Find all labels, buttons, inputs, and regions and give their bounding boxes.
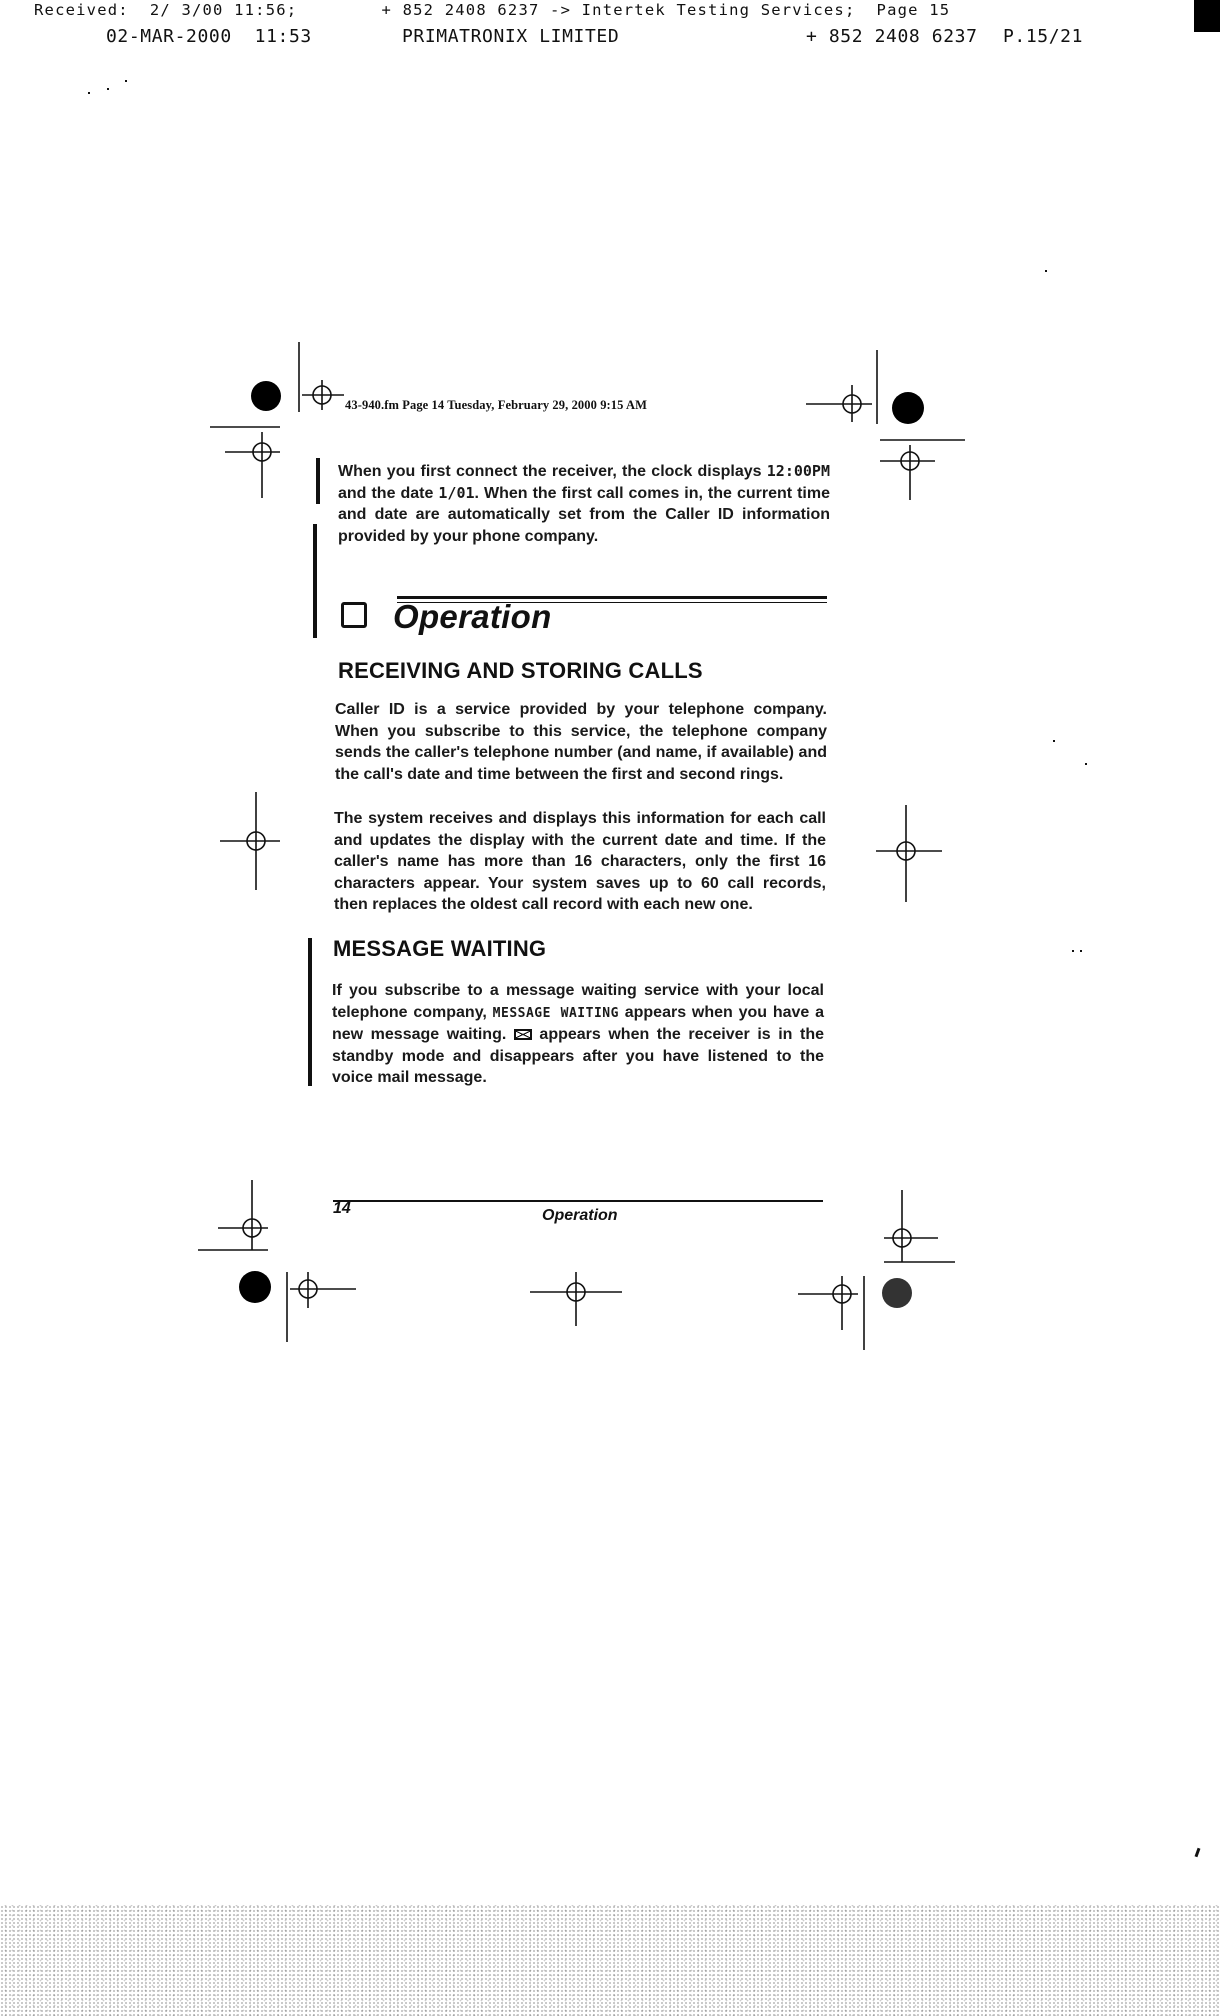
checkbox-icon xyxy=(341,602,367,628)
receiving-paragraph-1: Caller ID is a service provided by your telephone company. When you subscribe to this service, the telephone company sends the caller's telephone number (and name, if available) and the call's date and time between the first and second rings. xyxy=(335,701,827,783)
receiving-heading: RECEIVING AND STORING CALLS xyxy=(338,658,703,683)
fax-date-time: 02-MAR-2000 11:53 xyxy=(106,26,312,47)
mw-text-1: If you subscribe to a message waiting service with your local telephone company, xyxy=(332,982,824,1021)
receiving-paragraph-2: The system receives and displays this information for each call and updates the display with the current date and time. If the caller's name has more than 16 characters, only the first 16 characters appear. Your system saves up to 60 call records, then replaces the oldest call record with each new one. xyxy=(334,810,826,913)
message-waiting-heading: MESSAGE WAITING xyxy=(333,936,547,961)
scan-noise xyxy=(0,1905,1220,2016)
intro-paragraph xyxy=(338,461,830,547)
fax-received-line: Received: 2/ 3/00 11:56; + 852 2408 6237 -> Intertek Testing Services; Page 15 xyxy=(34,1,951,19)
fax-company: PRIMATRONIX LIMITED xyxy=(402,26,620,47)
intro-text-3: . When the first call comes in, the current time and date are automatically set from the Caller ID information provided by your phone company. xyxy=(338,484,830,545)
date-display-value: 1/01 xyxy=(438,483,475,502)
change-bar xyxy=(316,458,320,504)
page-header: 43-940.fm Page 14 Tuesday, February 29, 2000 9:15 AM xyxy=(345,398,648,412)
mw-text-2: appears when you have a new message waiting. xyxy=(332,1003,825,1043)
message-waiting-paragraph xyxy=(332,980,824,1089)
change-bar xyxy=(313,524,317,638)
change-bar xyxy=(308,938,312,1086)
intro-text-2: and the date xyxy=(338,484,439,502)
mw-text-3: appears when the receiver is in the standby mode and disappears after you have listened to the voice mail message. xyxy=(332,1026,825,1086)
section-title: Operation xyxy=(393,598,552,635)
lcd-message-waiting: MESSAGE WAITING xyxy=(492,1005,619,1021)
clock-display-value: 12:00PM xyxy=(766,462,830,480)
page-number: 14 xyxy=(333,1200,351,1217)
intro-text-1: When you first connect the receiver, the clock displays xyxy=(338,463,762,480)
fax-page: P.15/21 xyxy=(1003,26,1084,47)
footer-title: Operation xyxy=(542,1207,618,1224)
footer-rule xyxy=(333,1200,823,1202)
envelope-icon xyxy=(514,1029,532,1040)
fax-phone: + 852 2408 6237 xyxy=(806,26,978,47)
